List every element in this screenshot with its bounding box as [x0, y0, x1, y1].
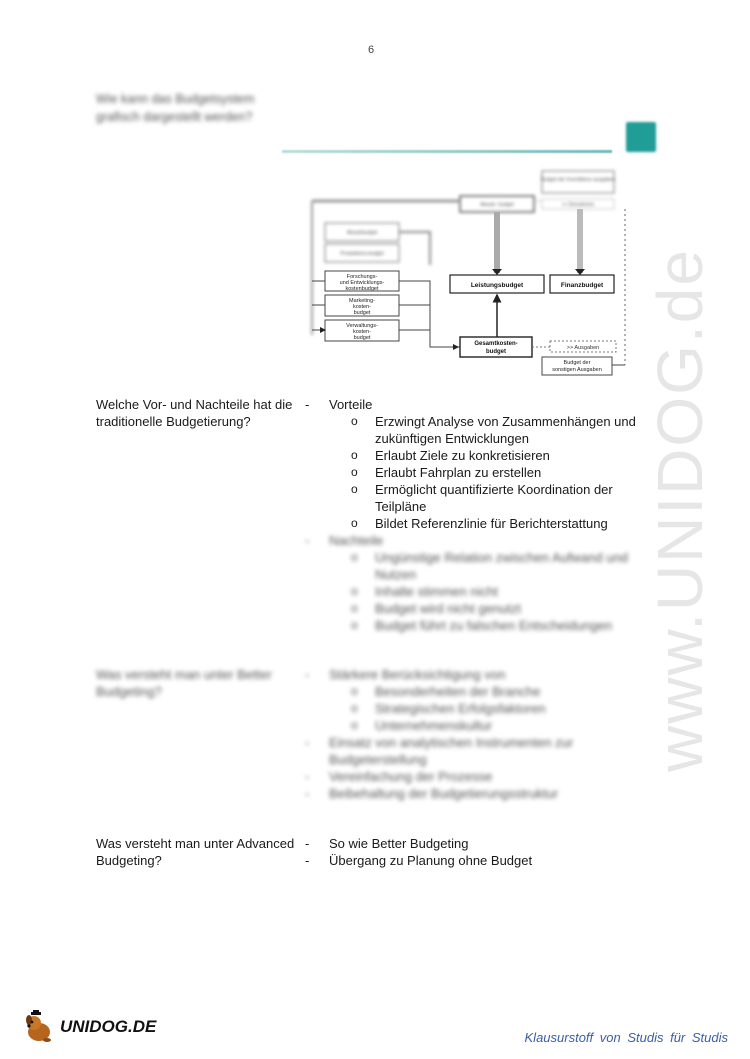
list-bullet: o	[351, 414, 358, 428]
svg-text:kostenbudget: kostenbudget	[345, 286, 379, 292]
better-item: Beibehaltung der Budgetierungsstruktur	[329, 786, 559, 801]
svg-text:budget: budget	[486, 349, 506, 355]
nachteil-item: Budget führt zu falschen Entscheidungen	[375, 618, 613, 633]
page-number: 6	[368, 44, 375, 56]
nachteile-label: Nachteile	[329, 533, 384, 548]
question-traditional-budgeting: Welche Vor- und Nachteile hat die traditionelle Budgetierung?	[96, 397, 293, 429]
vorteil-item: Erlaubt Ziele zu konkretisieren	[375, 448, 550, 463]
svg-text:und Entwicklungs-: und Entwicklungs-	[339, 280, 385, 286]
budget-system-diagram	[300, 165, 640, 380]
better-sub-item: Unternehmenskultur	[375, 718, 493, 733]
better-sub-item: Strategischen Erfolgsfaktoren	[375, 701, 546, 716]
svg-text:Forschungs-: Forschungs-	[346, 274, 378, 280]
svg-text:kosten-: kosten-	[352, 329, 372, 335]
better-item: Vereinfachung der Prozesse	[329, 769, 493, 784]
vorteil-item: Ermöglicht quantifizierte Koordination der Teilpläne	[375, 482, 613, 514]
box-produktion: Produktions-budget	[340, 251, 384, 257]
nachteil-item: Inhalte stimmen nicht	[375, 584, 498, 599]
better-item: Stärkere Berücksichtigung von	[329, 667, 506, 682]
advanced-item: So wie Better Budgeting	[329, 836, 469, 851]
svg-text:Marketing-: Marketing-	[349, 298, 375, 304]
box-leistung: Leistungsbudget	[470, 282, 524, 289]
question-advanced-budgeting: Was versteht man unter Advanced Budgeting?	[96, 836, 295, 868]
question-better-budgeting: Was versteht man unter Better Budgeting?	[96, 667, 272, 699]
advanced-item: Übergang zu Planung ohne Budget	[329, 853, 533, 868]
publisher-logo-icon	[626, 122, 656, 152]
svg-text:kosten-: kosten-	[352, 304, 372, 310]
watermark: www.UNIDOG.de	[644, 248, 716, 772]
answer-better-budgeting: - Stärkere Berücksichtigung von o Besonderheiten der Branche o Strategischen Erfolgsfaktoren o Unternehmenskultur - Einsatz von analytischen Instrumenten zur Budgeterstellung - Vereinfachung der Prozesse - Beibehaltung der Budgetierungsstruktur	[305, 666, 650, 802]
box-top-right: Budget der Investitions ausgaben	[540, 177, 616, 183]
header-rule	[282, 150, 612, 153]
list-bullet: o	[351, 448, 358, 462]
question-budget-diagram: Wie kann das Budgetsystem grafisch dargestellt werden?	[96, 92, 255, 124]
label-einnahmen: << Einnahmen	[561, 202, 595, 208]
footer-logo[interactable]	[22, 1010, 156, 1044]
answer-traditional-budgeting: - Vorteile o Erzwingt Analyse von Zusammenhängen und zukünftigen Entwicklungen o Erlaubt Ziele zu konkretisieren o Erlaubt Fahrplan zu erstellen o Ermöglicht quantifizierte Koordination der Teilpläne o Bildet Referenzlinie für Berichterstattung - Nachteile o Ungünstige Relation zwischen Aufwand und Nutzen o Inhalte stimmen nicht o Budget wird nicht genutzt o Budget führt zu falschen Entscheidungen	[305, 396, 650, 634]
footer-brand: UNIDOG.DE	[60, 1017, 157, 1036]
vorteile-label: Vorteile	[329, 397, 373, 412]
svg-text:budget: budget	[353, 310, 371, 316]
svg-text:Gesamtkosten-: Gesamtkosten-	[474, 341, 518, 347]
better-item: Einsatz von analytischen Instrumenten zur Budgeterstellung	[329, 735, 574, 767]
list-bullet: o	[351, 482, 358, 496]
svg-text:budget: budget	[353, 335, 371, 341]
box-finanz: Finanzbudget	[560, 282, 604, 289]
svg-text:sonstigen Ausgaben: sonstigen Ausgaben	[552, 367, 602, 373]
svg-text:Verwaltungs-: Verwaltungs-	[346, 323, 378, 329]
dog-mascot-icon	[22, 1010, 56, 1044]
nachteil-item: Budget wird nicht genutzt	[375, 601, 521, 616]
list-bullet: o	[351, 465, 358, 479]
answer-advanced-budgeting: - So wie Better Budgeting - Übergang zu Planung ohne Budget	[305, 836, 533, 868]
box-top-left: Absatz- budget	[480, 202, 514, 208]
svg-text:Budget der: Budget der	[563, 360, 591, 366]
vorteil-item: Bildet Referenzlinie für Berichterstattung	[375, 516, 608, 531]
better-sub-item: Besonderheiten der Branche	[375, 684, 541, 699]
list-dash: -	[305, 397, 310, 412]
box-absatz: Absatzbudget	[346, 230, 378, 236]
label-ausgaben: >> Ausgaben	[566, 345, 600, 351]
footer-tagline: Klausurstoff von Studis für Studis	[524, 1030, 728, 1045]
vorteil-item: Erzwingt Analyse von Zusammenhängen und zukünftigen Entwicklungen	[375, 414, 636, 446]
list-bullet: o	[351, 516, 358, 530]
nachteil-item: Ungünstige Relation zwischen Aufwand und Nutzen	[375, 550, 628, 582]
vorteil-item: Erlaubt Fahrplan zu erstellen	[375, 465, 542, 480]
